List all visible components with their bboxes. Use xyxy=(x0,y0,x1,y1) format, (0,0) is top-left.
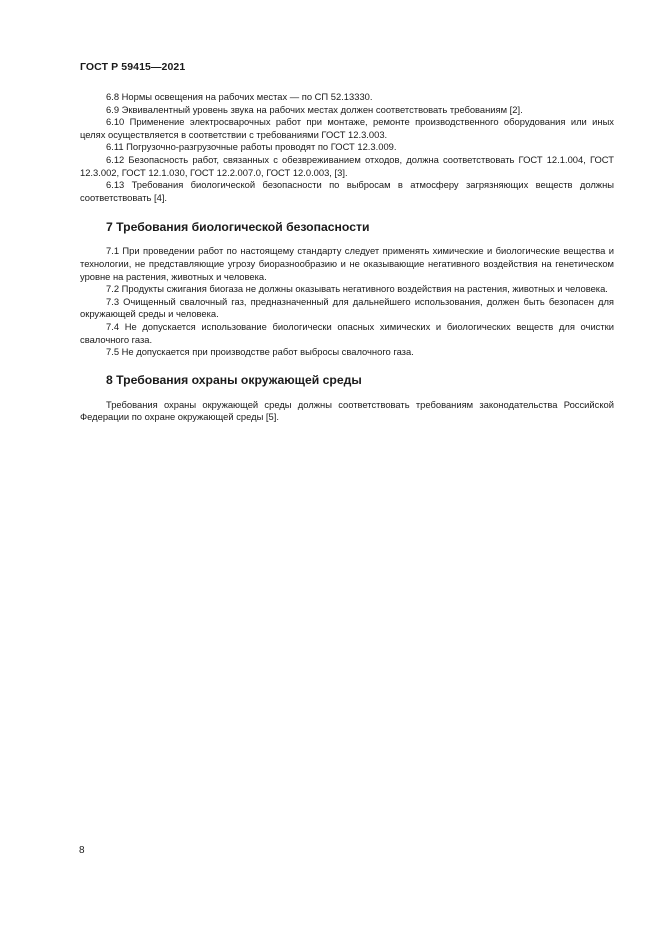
clause-6-13: 6.13 Требования биологической безопасности по выбросам в атмосферу загрязняющих веществ должны соответствовать [4]. xyxy=(80,179,614,203)
clause-6-10: 6.10 Применение электросварочных работ при монтаже, ремонте производственного оборудования или иных целях осуществляется в соответствии с требованиями ГОСТ 12.3.003. xyxy=(80,116,614,140)
clause-6-12: 6.12 Безопасность работ, связанных с обезвреживанием отходов, должна соответствовать ГОСТ 12.1.004, ГОСТ 12.3.002, ГОСТ 12.1.030, ГОСТ 12.2.007.0, ГОСТ 12.0.003, [3]. xyxy=(80,153,614,178)
clause-7-4: 7.4 Не допускается использование биологически опасных химических и биологических веществ для очистки свалочного газа. xyxy=(80,320,614,345)
clause-7-1: 7.1 При проведении работ по настоящему стандарту следует применять химические и биологические вещества и технологии, не представляющие угрозу биоразнообразию и не оказывающие негативного воздействия на генетическом уровне на растения, животных и человека. xyxy=(80,245,614,282)
section-7-title: 7 Требования биологической безопасности xyxy=(106,220,370,235)
page-number: 8 xyxy=(79,845,85,856)
document-code: ГОСТ Р 59415—2021 xyxy=(80,61,186,73)
clause-7-3: 7.3 Очищенный свалочный газ, предназначенный для дальнейшего использования, должен быть безопасен для окружающей среды и человека. xyxy=(80,295,614,320)
page-content xyxy=(80,91,614,424)
section-8-paragraph: Требования охраны окружающей среды должны соответствовать требованиям законодательства Российской Федерации по охране окружающей среды [5]. xyxy=(80,398,614,423)
section-8-title: 8 Требования охраны окружающей среды xyxy=(106,372,362,387)
clause-6-11: 6.11 Погрузочно-разгрузочные работы проводят по ГОСТ 12.3.009. xyxy=(106,141,397,153)
clause-6-8: 6.8 Нормы освещения на рабочих местах — по СП 52.13330. xyxy=(106,91,373,102)
clause-7-2: 7.2 Продукты сжигания биогаза не должны оказывать негативного воздействия на растения, животных и человека. xyxy=(106,283,608,295)
clause-6-9: 6.9 Эквивалентный уровень звука на рабочих местах должен соответствовать требованиям [2]. xyxy=(106,103,523,115)
clause-7-5: 7.5 Не допускается при производстве работ выбросы свалочного газа. xyxy=(106,346,414,358)
